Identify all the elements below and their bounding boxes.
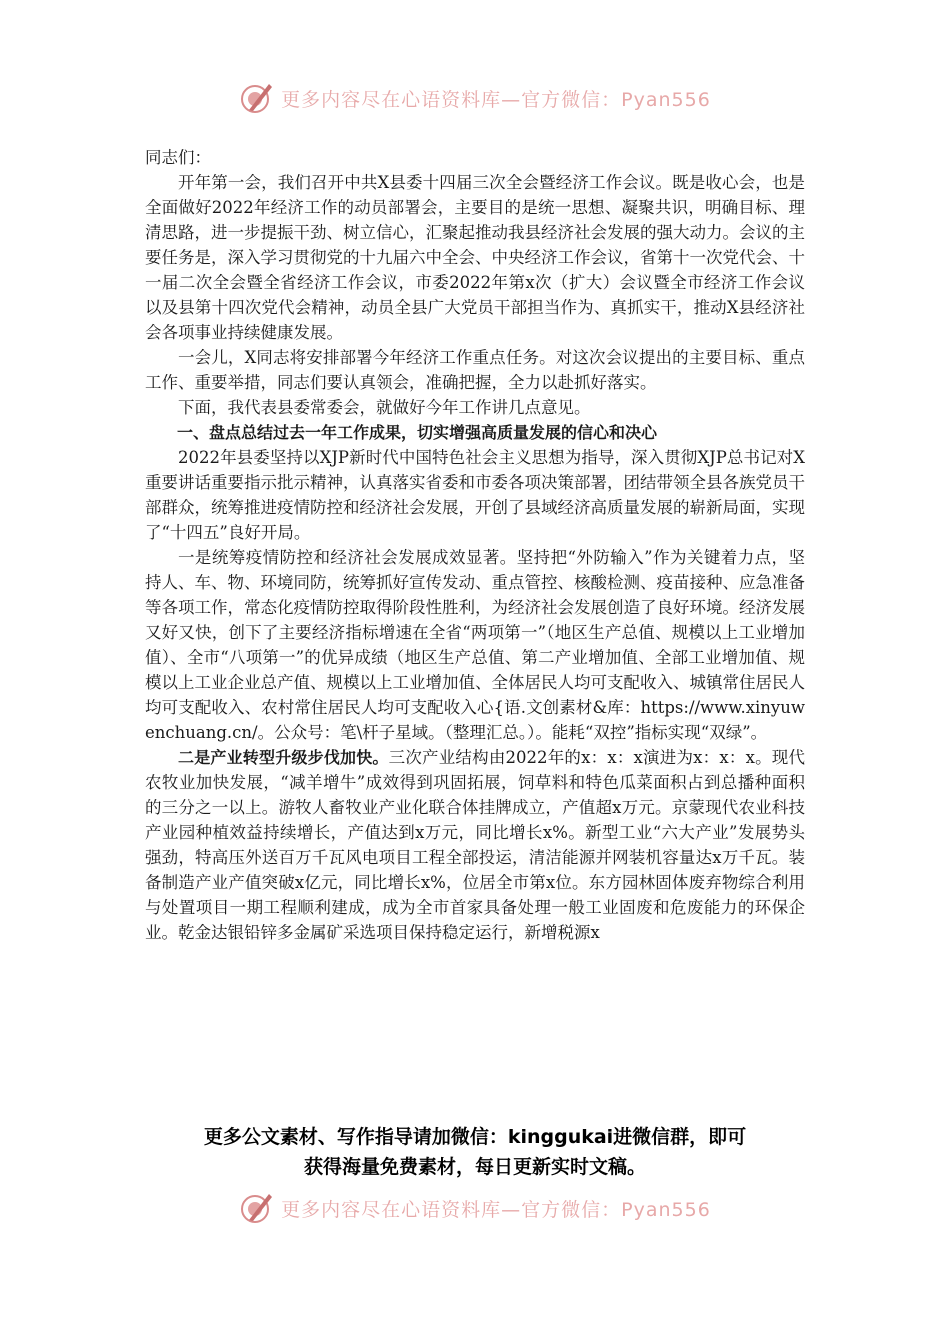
paragraph-opening: 开年第一会，我们召开中共X县委十四届三次全会暨经济工作会议。既是收心会，也是全面做好2022年经济工作的动员部署会，主要目的是统一思想、凝聚共识，明确目标、理清思路，进一步提振干劲、树立信心，汇聚起推动我县经济社会发展的强大动力。会议的主要任务是，深入学习贯彻党的十九届六中全会、中央经济工作会议，省第十一次党代会、十一届二次全会暨全省经济工作会议，市委2022年第x次（扩大）会议暨全市经济工作会议以及县第十四次党代会精神，动员全县广大党员干部担当作为、真抓实干，推动X县经济社会各项事业持续健康发展。	[145, 173, 805, 342]
section-heading-1: 一、盘点总结过去一年工作成果，切实增强高质量发展的信心和决心	[177, 423, 658, 442]
header-watermark	[0, 80, 950, 116]
quill-logo-icon	[239, 1190, 275, 1226]
paragraph-industry-text: 三次产业结构由2022年的x：x：x演进为x：x：x。现代农牧业加快发展，“减羊增牛”成效得到巩固拓展，饲草料和特色瓜菜面积占到总播种面积的三分之一以上。游牧人畜牧业产业化联合体挂牌成立，产值超x万元。京蒙现代农业科技产业园种植效益持续增长，产值达到x万元，同比增长x%。新型工业“六大产业”发展势头强劲，特高压外送百万千瓦风电项目工程全部投运，清洁能源并网装机容量达x万千瓦。装备制造产业产值突破x亿元，同比增长x%，位居全市第x位。东方园林固体废弃物综合利用与处置项目一期工程顺利建成，成为全市首家具备处理一般工业固废和危废能力的环保企业。乾金达银铅锌多金属矿采选项目保持稳定运行，新增税源x	[145, 748, 805, 942]
paragraph-industry-lead: 二是产业转型升级步伐加快。	[178, 748, 389, 767]
paragraph-arrangement: 一会儿，X同志将安排部署今年经济工作重点任务。对这次会议提出的主要目标、重点工作、重要举措，同志们要认真领会，准确把握，全力以赴抓好落实。	[145, 348, 805, 392]
paragraph-industry	[145, 745, 805, 945]
paragraph-epidemic: 一是统筹疫情防控和经济社会发展成效显著。坚持把“外防输入”作为关键着力点，坚持人、车、物、环境同防，统筹抓好宣传发动、重点管控、核酸检测、疫苗接种、应急准备等各项工作，常态化疫情防控取得阶段性胜利，为经济社会发展创造了良好环境。经济发展又好又快，创下了主要经济指标增速在全省“两项第一”（地区生产总值、规模以上工业增加值）、全市“八项第一”的优异成绩（地区生产总值、第二产业增加值、全部工业增加值、规模以上工业企业总产值、规模以上工业增加值、全体居民人均可支配收入、城镇常住居民人均可支配收入、农村常住居民人均可支配收入心{语.文创素材&库：https://www.xinyuwenchuang.cn/。公众号：笔\杆子星域。（整理汇总。）。能耗“双控”指标实现“双绿”。	[145, 548, 805, 742]
footer-watermark	[0, 1190, 950, 1226]
watermark-text: 更多内容尽在心语资料库—官方微信：Pyan556	[281, 1198, 711, 1221]
paragraph-intro: 下面，我代表县委常委会，就做好今年工作讲几点意见。	[178, 398, 591, 417]
quill-logo-icon	[239, 80, 275, 116]
footer-line-2: 获得海量免费素材，每日更新实时文稿。	[303, 1156, 646, 1178]
paragraph-summary: 2022年县委坚持以XJP新时代中国特色社会主义思想为指导，深入贯彻XJP总书记对X重要讲话重要指示批示精神，认真落实省委和市委各项决策部署，团结带领全县各族党员干部群众，统筹推进疫情防控和经济社会发展，开创了县域经济高质量发展的崭新局面，实现了“十四五”良好开局。	[145, 448, 805, 542]
footer-line-1: 更多公文素材、写作指导请加微信：kinggukai进微信群，即可	[203, 1126, 747, 1148]
watermark-text: 更多内容尽在心语资料库—官方微信：Pyan556	[281, 88, 711, 111]
footer-promo	[0, 1122, 950, 1182]
salutation: 同志们：	[145, 148, 211, 167]
document-body	[145, 145, 805, 945]
